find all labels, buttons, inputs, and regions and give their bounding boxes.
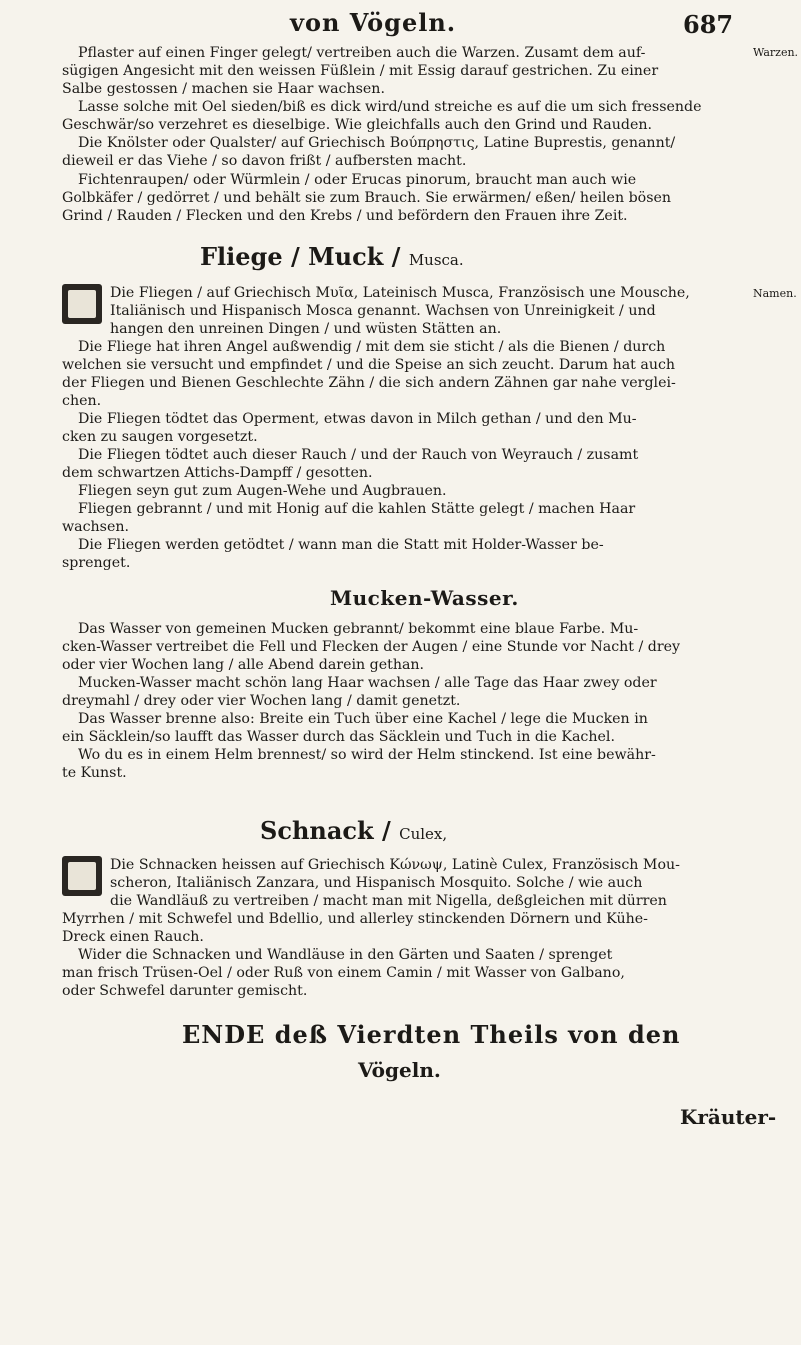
text-line: Italiänisch und Hispanisch Mosca genannt. Wachsen von Unreinigkeit / und: [110, 303, 656, 319]
text-line: Die Schnacken heissen auf Griechisch Κώνωψ, Latinè Culex, Französisch Mou-: [110, 857, 680, 873]
decorated-initial-icon: [62, 856, 102, 896]
text-line: dieweil er das Viehe / so davon frißt / aufbersten macht.: [62, 153, 467, 169]
text-line: dem schwartzen Attichs-Dampff / gesotten.: [62, 465, 373, 481]
text-line: Die Fliegen tödtet auch dieser Rauch / und der Rauch von Weyrauch / zusamt: [78, 447, 639, 463]
section-heading-schnack: [260, 816, 447, 845]
text-line: dreymahl / drey oder vier Wochen lang / damit genetzt.: [62, 693, 461, 709]
text-line: ein Säcklein/so laufft das Wasser durch das Säcklein und Tuch in die Kachel.: [62, 729, 615, 745]
catchword: Kräuter-: [680, 1105, 777, 1129]
section-heading-mucken-wasser: Mucken-Wasser.: [330, 586, 519, 610]
text-line: scheron, Italiänisch Zanzara, und Hispanisch Mosquito. Solche / wie auch: [110, 875, 643, 891]
chapter-end-line2: Vögeln.: [358, 1058, 441, 1082]
text-line: Fliegen gebrannt / und mit Honig auf die kahlen Stätte gelegt / machen Haar: [78, 501, 636, 517]
text-line: man frisch Trüsen-Oel / oder Ruß von einem Camin / mit Wasser von Galbano,: [62, 965, 625, 981]
text-line: Die Fliege hat ihren Angel außwendig / mit dem sie sticht / als die Bienen / durch: [78, 339, 666, 355]
heading-german: Schnack /: [260, 816, 391, 845]
text-line: oder Schwefel darunter gemischt.: [62, 983, 308, 999]
text-line: Wider die Schnacken und Wandläuse in den Gärten und Saaten / sprenget: [78, 947, 613, 963]
text-line: Mucken-Wasser macht schön lang Haar wachsen / alle Tage das Haar zwey oder: [78, 675, 657, 691]
text-line: Lasse solche mit Oel sieden/biß es dick wird/und streiche es auf die um sich fressende: [78, 99, 702, 115]
text-line: Die Fliegen / auf Griechisch Μυῖα, Lateinisch Musca, Französisch une Mousche,: [110, 285, 690, 301]
text-line: Das Wasser von gemeinen Mucken gebrannt/ bekommt eine blaue Farbe. Mu-: [78, 621, 639, 637]
text-line: Das Wasser brenne also: Breite ein Tuch über eine Kachel / lege die Mucken in: [78, 711, 648, 727]
text-line: der Fliegen und Bienen Geschlechte Zähn / die sich andern Zähnen gar nahe verglei-: [62, 375, 676, 391]
section-heading-fliege: [200, 242, 464, 271]
text-line: welchen sie versucht und empfindet / und die Speise an sich zeucht. Darum hat auch: [62, 357, 676, 373]
text-line: oder vier Wochen lang / alle Abend darein gethan.: [62, 657, 425, 673]
text-line: sprenget.: [62, 555, 131, 571]
text-line: Dreck einen Rauch.: [62, 929, 204, 945]
text-line: die Wandläuß zu vertreiben / macht man mit Nigella, deßgleichen mit dürren: [110, 893, 667, 909]
decorated-initial-icon: [62, 284, 102, 324]
text-line: chen.: [62, 393, 102, 409]
running-head: von Vögeln.: [290, 8, 457, 37]
text-line: wachsen.: [62, 519, 130, 535]
chapter-end-line1: ENDE deß Vierdten Theils von den: [182, 1020, 681, 1049]
text-line: te Kunst.: [62, 765, 127, 781]
text-line: Grind / Rauden / Flecken und den Krebs / und befördern den Frauen ihre Zeit.: [62, 208, 628, 224]
text-line: Salbe gestossen / machen sie Haar wachsen.: [62, 81, 385, 97]
text-line: hangen den unreinen Dingen / und wüsten Stätten an.: [110, 321, 502, 337]
text-line: Golbkäfer / gedörret / und behält sie zum Brauch. Sie erwärmen/ eßen/ heilen bösen: [62, 190, 672, 206]
text-line: Fliegen seyn gut zum Augen-Wehe und Augbrauen.: [78, 483, 447, 499]
page-number: 687: [683, 10, 734, 39]
text-line: cken zu saugen vorgesetzt.: [62, 429, 258, 445]
text-line: Die Knölster oder Qualster/ auf Griechisch Βούπρηστις, Latine Buprestis, genannt/: [78, 135, 676, 151]
text-line: Geschwär/so verzehret es dieselbige. Wie gleichfalls auch den Grind und Rauden.: [62, 117, 652, 133]
heading-german: Fliege / Muck /: [200, 242, 401, 271]
text-line: Pflaster auf einen Finger gelegt/ vertreiben auch die Warzen. Zusamt dem auf-: [78, 45, 646, 61]
text-line: Die Fliegen tödtet das Operment, etwas davon in Milch gethan / und den Mu-: [78, 411, 637, 427]
text-line: cken-Wasser vertreibet die Fell und Flecken der Augen / eine Stunde vor Nacht / drey: [62, 639, 681, 655]
margin-note-namen: Namen.: [753, 287, 797, 300]
heading-latin: Culex,: [399, 825, 448, 843]
margin-note-warzen: Warzen.: [753, 46, 799, 59]
text-line: Myrrhen / mit Schwefel und Bdellio, und allerley stinckenden Dörnern und Kühe-: [62, 911, 648, 927]
heading-latin: Musca.: [408, 251, 464, 269]
text-line: Fichtenraupen/ oder Würmlein / oder Erucas pinorum, braucht man auch wie: [78, 172, 637, 188]
text-line: sügigen Angesicht mit den weissen Füßlein / mit Essig darauf gestrichen. Zu einer: [62, 63, 659, 79]
text-line: Wo du es in einem Helm brennest/ so wird der Helm stinckend. Ist eine bewähr-: [78, 747, 656, 763]
text-line: Die Fliegen werden getödtet / wann man die Statt mit Holder-Wasser be-: [78, 537, 604, 553]
